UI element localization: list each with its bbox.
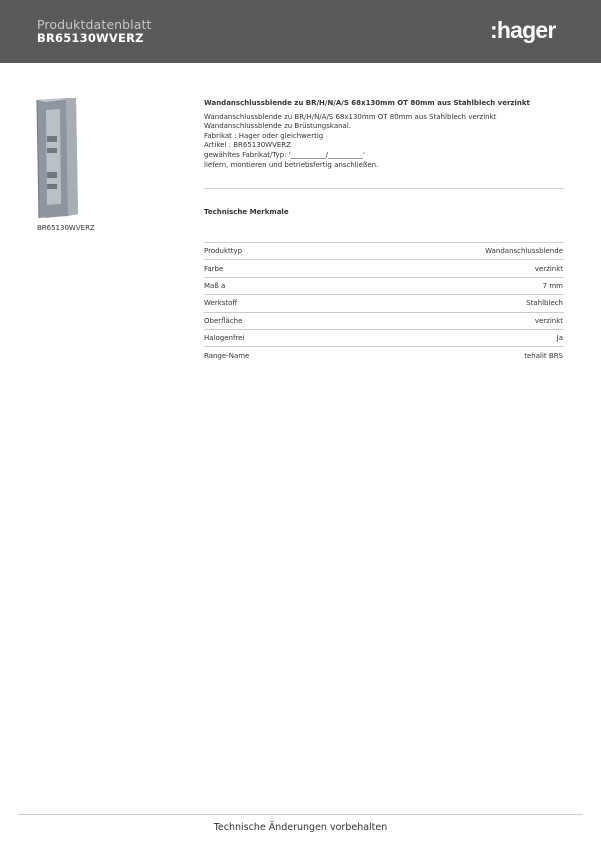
- specs-table: [204, 242, 564, 364]
- spec-value: Stahlblech: [526, 299, 563, 308]
- spec-row: [204, 330, 564, 347]
- description-line: liefern, montieren und betriebsfertig anschließen.: [204, 160, 379, 169]
- spec-value: tehalit BRS: [524, 351, 563, 360]
- hager-logo: [490, 14, 570, 46]
- spec-label: Halogenfrei: [204, 334, 245, 343]
- spec-row: [204, 278, 564, 295]
- spec-label: Farbe: [204, 264, 224, 273]
- header-bar: [0, 0, 601, 63]
- article-number-title: BR65130WVERZ: [37, 31, 144, 45]
- description-line: Fabrikat : Hager oder gleichwertig: [204, 131, 324, 140]
- spec-value: Ja: [556, 334, 563, 343]
- product-photo: [34, 96, 84, 218]
- spec-row: [204, 243, 564, 260]
- spec-value: verzinkt: [534, 264, 563, 273]
- spec-label: Werkstoff: [204, 299, 238, 308]
- description-line: Wandanschlussblende zu Brüstungskanal.: [204, 122, 352, 131]
- spec-row: [204, 260, 564, 277]
- spec-label: Maß a: [204, 281, 226, 290]
- product-image-caption: BR65130WVERZ: [37, 224, 95, 232]
- spec-label: Produkttyp: [204, 247, 243, 256]
- description-line: gewähltes Fabrikat/Typ: '__________/__________': [204, 150, 365, 159]
- description-title: Wandanschlussblende zu BR/H/N/A/S 68x130mm OT 80mm aus Stahlblech verzinkt: [204, 99, 530, 107]
- spec-value: verzinkt: [534, 316, 563, 325]
- description-line: Wandanschlussblende zu BR/H/N/A/S 68x130mm OT 80mm aus Stahlblech verzinkt: [204, 112, 497, 121]
- svg-text::hager: :hager: [490, 17, 556, 43]
- description-line: Artikel : BR65130WVERZ: [204, 141, 291, 150]
- spec-row: [204, 295, 564, 312]
- spec-label: Oberfläche: [204, 316, 243, 325]
- product-description: [204, 99, 564, 170]
- spec-value: 7 mm: [542, 281, 563, 290]
- spec-row: [204, 347, 564, 363]
- spec-label: Range-Name: [204, 351, 250, 360]
- section-divider: [204, 188, 564, 189]
- specs-section-title: Technische Merkmale: [204, 208, 289, 216]
- footer-divider: [18, 814, 583, 815]
- document-type-label: Produktdatenblatt: [37, 17, 152, 32]
- spec-row: [204, 313, 564, 330]
- footer-disclaimer: Technische Änderungen vorbehalten: [213, 822, 388, 833]
- spec-value: Wandanschlussblende: [485, 247, 563, 256]
